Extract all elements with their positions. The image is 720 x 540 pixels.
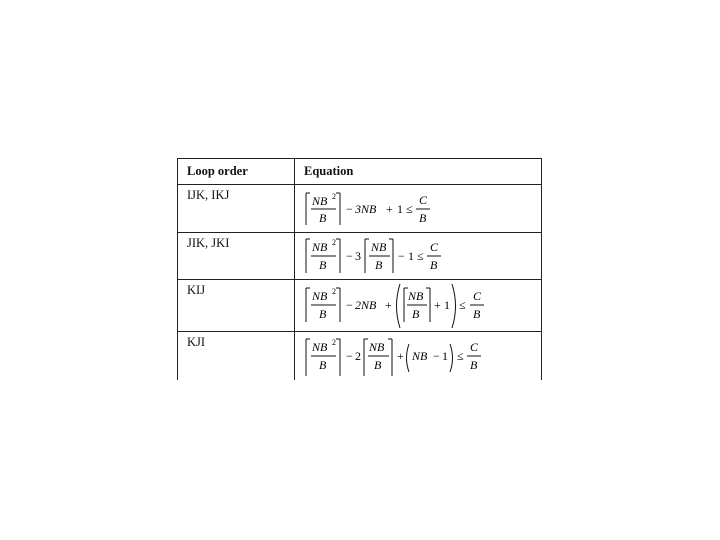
- loop-order-table: [177, 158, 542, 380]
- equation-cell: [302, 185, 540, 232]
- svg-text:NB: NB: [369, 340, 385, 354]
- column-divider: [294, 159, 295, 184]
- svg-text:−: −: [346, 249, 353, 263]
- frac-num: C: [419, 193, 428, 207]
- svg-text:B: B: [374, 358, 382, 372]
- op: +: [386, 202, 393, 216]
- svg-text:2: 2: [355, 349, 361, 363]
- table-header: [178, 159, 541, 185]
- svg-text:2: 2: [332, 338, 336, 347]
- svg-text:NB: NB: [312, 340, 328, 354]
- svg-text:2: 2: [332, 238, 336, 247]
- column-divider: [294, 332, 295, 380]
- svg-text:1: 1: [408, 249, 414, 263]
- svg-text:NB: NB: [312, 289, 328, 303]
- svg-text:−: −: [346, 298, 353, 312]
- op: ≤: [406, 202, 413, 216]
- column-divider: [294, 233, 295, 279]
- svg-text:NB: NB: [312, 240, 328, 254]
- svg-text:+: +: [434, 298, 441, 312]
- svg-text:2NB: 2NB: [355, 298, 377, 312]
- svg-text:1: 1: [442, 349, 448, 363]
- svg-text:≤: ≤: [417, 249, 424, 263]
- equation-kji: [302, 332, 540, 380]
- loop-order-cell: IJK, IKJ: [187, 188, 230, 202]
- column-divider: [294, 280, 295, 331]
- svg-text:B: B: [375, 258, 383, 272]
- svg-text:−: −: [433, 349, 440, 363]
- header-equation: Equation: [304, 164, 354, 178]
- svg-text:1: 1: [444, 298, 450, 312]
- svg-text:NB: NB: [408, 289, 424, 303]
- loop-order-cell: KIJ: [187, 283, 206, 297]
- sup: 2: [332, 192, 336, 201]
- equation-kij: [302, 280, 540, 332]
- loop-order-cell: JIK, JKI: [187, 236, 230, 250]
- equation-ijk: [302, 185, 540, 233]
- svg-text:C: C: [430, 240, 439, 254]
- svg-text:NB: NB: [371, 240, 387, 254]
- header-loop-order: Loop order: [187, 164, 248, 178]
- table-row: [178, 185, 541, 233]
- column-divider: [294, 185, 295, 232]
- equation-cell: [302, 233, 540, 279]
- svg-text:−: −: [346, 349, 353, 363]
- svg-text:B: B: [319, 358, 327, 372]
- table-row: [178, 233, 541, 280]
- frac-den: B: [419, 211, 427, 225]
- svg-text:+: +: [385, 298, 392, 312]
- svg-text:≤: ≤: [459, 298, 466, 312]
- svg-text:C: C: [470, 340, 479, 354]
- frac-num: NB: [312, 194, 328, 208]
- svg-text:−: −: [398, 249, 405, 263]
- term: 3NB: [355, 202, 377, 216]
- table-row: [178, 280, 541, 332]
- svg-text:B: B: [470, 358, 478, 372]
- svg-text:B: B: [319, 307, 327, 321]
- svg-text:≤: ≤: [457, 349, 464, 363]
- table-row: [178, 332, 541, 380]
- svg-text:B: B: [319, 258, 327, 272]
- svg-text:B: B: [473, 307, 481, 321]
- equation-cell: [302, 280, 540, 331]
- svg-text:+: +: [397, 349, 404, 363]
- svg-text:NB: NB: [412, 349, 428, 363]
- svg-text:2: 2: [332, 287, 336, 296]
- svg-text:B: B: [412, 307, 420, 321]
- op: −: [346, 202, 353, 216]
- svg-text:C: C: [473, 289, 482, 303]
- svg-text:B: B: [430, 258, 438, 272]
- term: 1: [397, 202, 403, 216]
- svg-text:3: 3: [355, 249, 361, 263]
- loop-order-cell: KJI: [187, 335, 206, 349]
- frac-den: B: [319, 211, 327, 225]
- equation-cell: [302, 332, 540, 380]
- equation-jik: [302, 233, 540, 280]
